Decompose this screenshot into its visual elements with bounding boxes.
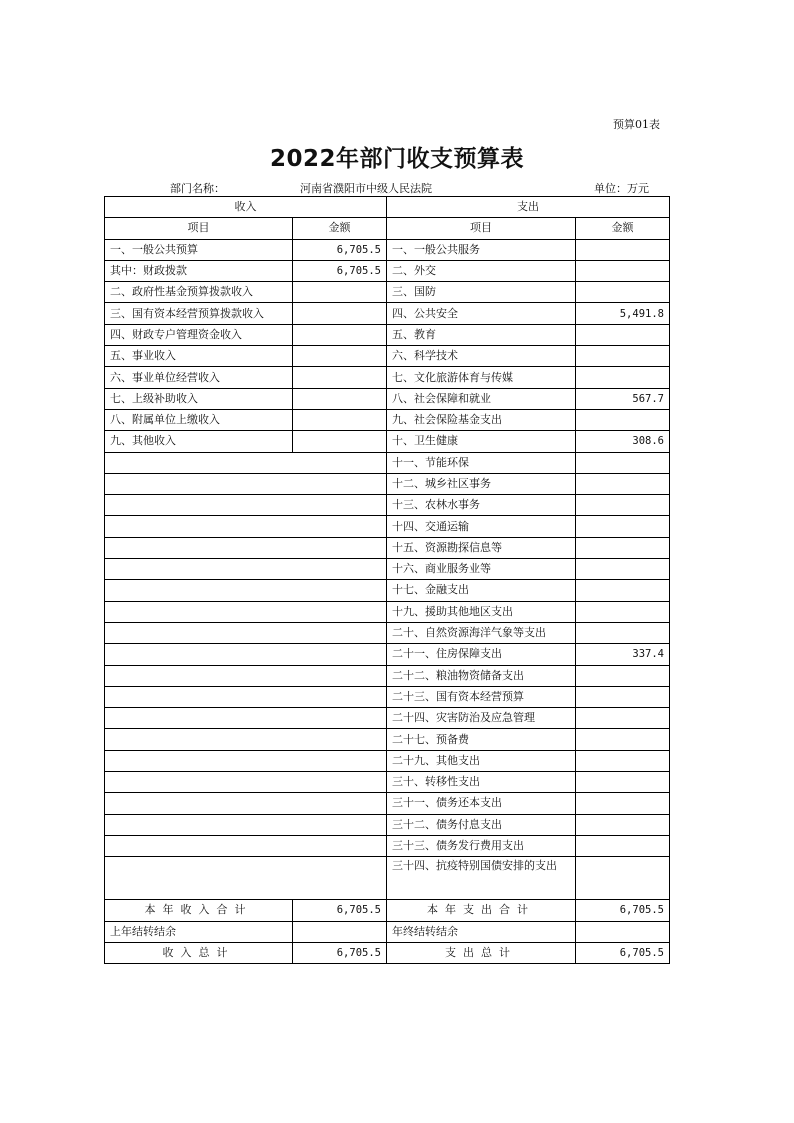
expense-item: 三十一、债务还本支出 <box>387 793 576 814</box>
year-income-total-label: 本年收入合计 <box>105 900 293 921</box>
income-amount: 6,705.5 <box>293 239 387 260</box>
table-row <box>105 409 670 430</box>
income-amount <box>293 346 387 367</box>
table-row <box>105 686 670 707</box>
table-row <box>105 750 670 771</box>
expense-item: 十二、城乡社区事务 <box>387 473 576 494</box>
column-header-row <box>105 218 670 239</box>
expense-item: 九、社会保险基金支出 <box>387 409 576 430</box>
expense-amount: 5,491.8 <box>576 303 670 324</box>
table-row <box>105 495 670 516</box>
income-blank-cell <box>105 622 387 643</box>
income-amount <box>293 388 387 409</box>
income-item: 六、事业单位经营收入 <box>105 367 293 388</box>
year-total-row <box>105 900 670 921</box>
income-item: 七、上级补助收入 <box>105 388 293 409</box>
income-blank-cell <box>105 601 387 622</box>
table-row <box>105 665 670 686</box>
expense-item: 二十四、灾害防治及应急管理 <box>387 708 576 729</box>
income-blank-cell <box>105 793 387 814</box>
expense-item: 十三、农林水事务 <box>387 495 576 516</box>
expense-amount: 337.4 <box>576 644 670 665</box>
income-blank-cell <box>105 495 387 516</box>
income-item: 一、一般公共预算 <box>105 239 293 260</box>
expense-item: 三十二、债务付息支出 <box>387 814 576 835</box>
expense-amount <box>576 793 670 814</box>
year-income-total: 6,705.5 <box>293 900 387 921</box>
table-row <box>105 388 670 409</box>
income-amount <box>293 324 387 345</box>
income-blank-cell <box>105 516 387 537</box>
income-blank-cell <box>105 644 387 665</box>
total-expense: 6,705.5 <box>576 942 670 963</box>
table-row <box>105 708 670 729</box>
expense-item: 六、科学技术 <box>387 346 576 367</box>
expense-item: 八、社会保障和就业 <box>387 388 576 409</box>
expense-amount <box>576 367 670 388</box>
income-amount <box>293 367 387 388</box>
income-blank-cell <box>105 750 387 771</box>
income-blank-cell <box>105 537 387 558</box>
expense-amount <box>576 686 670 707</box>
expense-item: 二十二、粮油物资储备支出 <box>387 665 576 686</box>
total-income-label: 收入总计 <box>105 942 293 963</box>
form-number: 预算01表 <box>613 118 660 131</box>
expense-item: 二十三、国有资本经营预算 <box>387 686 576 707</box>
total-income: 6,705.5 <box>293 942 387 963</box>
expense-item: 五、教育 <box>387 324 576 345</box>
income-amount: 6,705.5 <box>293 260 387 281</box>
table-row <box>105 793 670 814</box>
table-row <box>105 580 670 601</box>
income-blank-cell <box>105 580 387 601</box>
income-item: 八、附属单位上缴收入 <box>105 409 293 430</box>
expense-amount <box>576 495 670 516</box>
income-item: 五、事业收入 <box>105 346 293 367</box>
department-label: 部门名称： <box>170 182 225 195</box>
year-expense-total-label: 本年支出合计 <box>387 900 576 921</box>
expense-item: 四、公共安全 <box>387 303 576 324</box>
section-header-row <box>105 197 670 218</box>
expense-amount <box>576 708 670 729</box>
table-row <box>105 452 670 473</box>
income-blank-cell <box>105 686 387 707</box>
page-title: 2022年部门收支预算表 <box>269 146 524 172</box>
table-row <box>105 473 670 494</box>
expense-amount <box>576 239 670 260</box>
table-row <box>105 367 670 388</box>
expense-amount <box>576 409 670 430</box>
expense-amount <box>576 559 670 580</box>
income-amount <box>293 282 387 303</box>
expense-item: 二、外交 <box>387 260 576 281</box>
expense-item: 三十四、抗疫特别国债安排的支出 <box>387 857 576 900</box>
expense-item: 三十三、债务发行费用支出 <box>387 835 576 856</box>
expense-amount <box>576 346 670 367</box>
carry-in-label: 上年结转结余 <box>105 921 293 942</box>
expense-amount: 567.7 <box>576 388 670 409</box>
income-blank-cell <box>105 814 387 835</box>
expense-item-header: 项目 <box>387 218 576 239</box>
expense-item: 二十一、住房保障支出 <box>387 644 576 665</box>
income-blank-cell <box>105 835 387 856</box>
income-item: 二、政府性基金预算拨款收入 <box>105 282 293 303</box>
expense-amount <box>576 452 670 473</box>
table-row <box>105 239 670 260</box>
expense-item: 十九、援助其他地区支出 <box>387 601 576 622</box>
expense-amount <box>576 260 670 281</box>
department-name: 河南省濮阳市中级人民法院 <box>300 182 432 195</box>
expense-amount <box>576 835 670 856</box>
total-expense-label: 支出总计 <box>387 942 576 963</box>
table-row <box>105 431 670 452</box>
year-expense-total: 6,705.5 <box>576 900 670 921</box>
income-blank-cell <box>105 772 387 793</box>
income-blank-cell <box>105 665 387 686</box>
income-item: 四、财政专户管理资金收入 <box>105 324 293 345</box>
income-item: 九、其他收入 <box>105 431 293 452</box>
expense-amount <box>576 729 670 750</box>
expense-item: 十五、资源勘探信息等 <box>387 537 576 558</box>
income-item-header: 项目 <box>105 218 293 239</box>
table-row <box>105 346 670 367</box>
expense-amount <box>576 516 670 537</box>
carry-in-amount <box>293 921 387 942</box>
expense-amount <box>576 750 670 771</box>
expense-amount <box>576 324 670 345</box>
table-row <box>105 835 670 856</box>
table-row <box>105 814 670 835</box>
table-row <box>105 282 670 303</box>
income-amount <box>293 303 387 324</box>
expense-amount <box>576 537 670 558</box>
expense-amount: 308.6 <box>576 431 670 452</box>
carry-over-row <box>105 921 670 942</box>
expense-amount <box>576 665 670 686</box>
income-section-header: 收入 <box>105 197 387 218</box>
table-row <box>105 260 670 281</box>
expense-amount <box>576 473 670 494</box>
income-blank-cell <box>105 857 387 900</box>
table-row <box>105 622 670 643</box>
income-amount <box>293 409 387 430</box>
expense-item: 二十九、其他支出 <box>387 750 576 771</box>
table-row <box>105 537 670 558</box>
expense-amount-header: 金额 <box>576 218 670 239</box>
expense-item: 十、卫生健康 <box>387 431 576 452</box>
table-row <box>105 324 670 345</box>
expense-amount <box>576 580 670 601</box>
income-blank-cell <box>105 729 387 750</box>
expense-amount <box>576 622 670 643</box>
table-row <box>105 303 670 324</box>
expense-amount <box>576 814 670 835</box>
expense-amount <box>576 857 670 900</box>
table-row <box>105 601 670 622</box>
expense-item: 十四、交通运输 <box>387 516 576 537</box>
grand-total-row <box>105 942 670 963</box>
expense-item: 七、文化旅游体育与传媒 <box>387 367 576 388</box>
expense-item: 十六、商业服务业等 <box>387 559 576 580</box>
expense-item: 十一、节能环保 <box>387 452 576 473</box>
expense-item: 二十七、预备费 <box>387 729 576 750</box>
carry-out-amount <box>576 921 670 942</box>
expense-amount <box>576 282 670 303</box>
expense-amount <box>576 772 670 793</box>
expense-item: 一、一般公共服务 <box>387 239 576 260</box>
expense-item: 二十、自然资源海洋气象等支出 <box>387 622 576 643</box>
carry-out-label: 年终结转结余 <box>387 921 576 942</box>
table-row <box>105 857 670 900</box>
table-row <box>105 516 670 537</box>
expense-section-header: 支出 <box>387 197 670 218</box>
expense-amount <box>576 601 670 622</box>
income-blank-cell <box>105 473 387 494</box>
table-row <box>105 729 670 750</box>
income-item: 其中：财政拨款 <box>105 260 293 281</box>
expense-item: 十七、金融支出 <box>387 580 576 601</box>
table-row <box>105 772 670 793</box>
income-blank-cell <box>105 452 387 473</box>
table-row <box>105 559 670 580</box>
income-item: 三、国有资本经营预算拨款收入 <box>105 303 293 324</box>
expense-item: 三十、转移性支出 <box>387 772 576 793</box>
unit-label: 单位：万元 <box>594 182 649 195</box>
income-blank-cell <box>105 708 387 729</box>
income-blank-cell <box>105 559 387 580</box>
table-row <box>105 644 670 665</box>
expense-item: 三、国防 <box>387 282 576 303</box>
income-amount <box>293 431 387 452</box>
budget-table <box>104 196 670 964</box>
income-amount-header: 金额 <box>293 218 387 239</box>
